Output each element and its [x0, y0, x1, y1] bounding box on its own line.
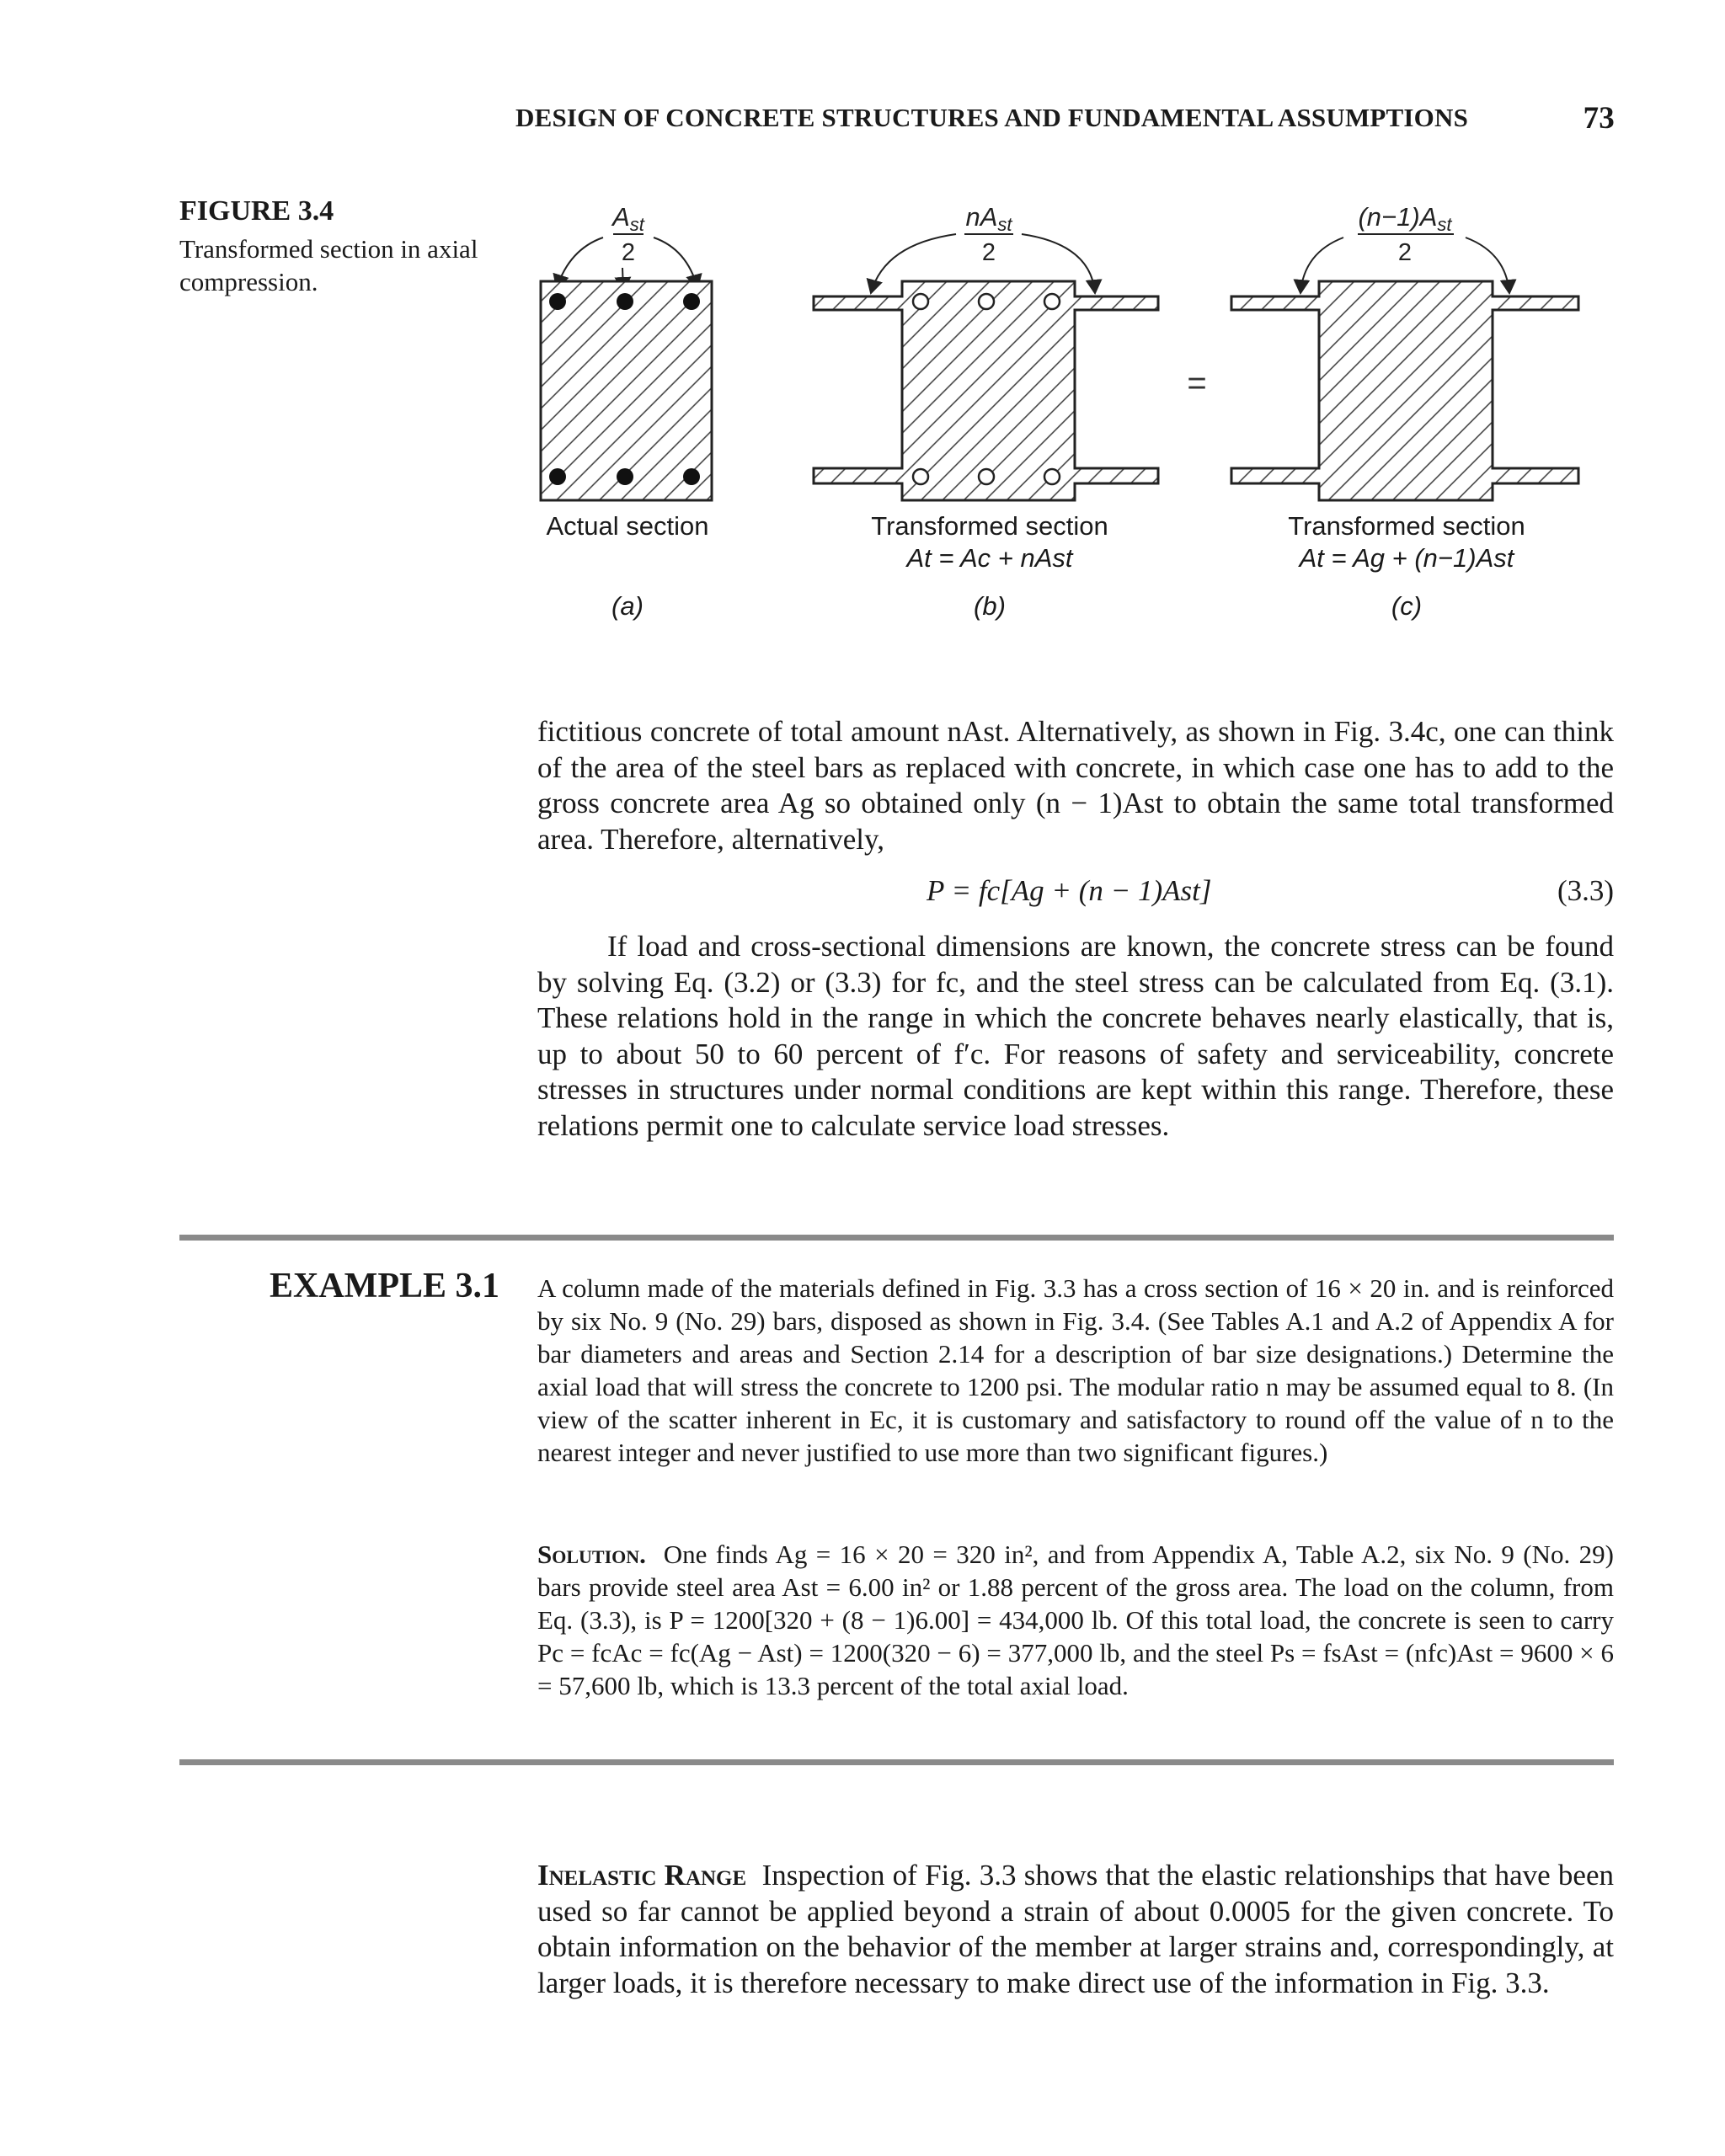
panel-c-caption-line1: Transformed section — [1288, 511, 1525, 541]
svg-text:(n−1)Ast: (n−1)Ast — [1358, 202, 1452, 235]
inelastic-heading: Inelastic Range — [537, 1859, 747, 1892]
rebar-dot — [549, 468, 566, 485]
inelastic-range-section — [537, 1858, 1614, 2001]
panel-a-tag: (a) — [611, 591, 644, 621]
rebar-hole — [1044, 469, 1060, 484]
panel-b-tag: (b) — [974, 591, 1006, 621]
figure-caption: Transformed section in axial compression. — [179, 234, 478, 296]
equation-3-3 — [537, 874, 1614, 911]
example-bottom-rule — [179, 1759, 1614, 1765]
svg-text:2: 2 — [621, 239, 636, 266]
rebar-dot — [617, 293, 633, 310]
paragraph-1: fictitious concrete of total amount nAst. Alternatively, as shown in Fig. 3.4c, one can think of the area of the steel bars as replaced with concrete, in which case one has to add to the gross concrete area Ag so obtained only (n − 1)Ast to obtain the same total transformed area. Therefore, alternatively, — [537, 715, 1614, 856]
example-top-rule — [179, 1235, 1614, 1241]
panel-a-ast-label: A — [612, 202, 630, 232]
inelastic-text: Inspection of Fig. 3.3 shows that the elastic relationships that have been used so far cannot be applied beyond a strain of about 0.0005 for the given concrete. To obtain information on the behavior of the member at larger strains and, correspondingly, at larger loads, it is therefore necessary to make direct use of the information in Fig. 3.3. — [537, 1859, 1614, 1999]
example-statement-block — [537, 1272, 1614, 1469]
rebar-dot — [617, 468, 633, 485]
panel-c-formula: At = Ag + (n−1)Ast — [1299, 543, 1514, 573]
panel-b-formula: At = Ac + nAst — [906, 543, 1073, 573]
panel-c-caption — [1251, 510, 1562, 574]
rebar-hole — [1044, 294, 1060, 309]
svg-text:2: 2 — [981, 239, 996, 266]
rebar-dot — [549, 293, 566, 310]
rebar-hole — [913, 469, 928, 484]
page-number: 73 — [1583, 101, 1615, 136]
solution-text: One finds Ag = 16 × 20 = 320 in², and from Appendix A, Table A.2, six No. 9 (No. 29) bars provide steel area Ast = 6.00 in² or 1.88 percent of the gross area. The load on the column, from Eq. (3.3), is P = 1200[320 + (8 − 1)6.00] = 434,000 lb. Of this total load, the concrete is seen to carry Pc = fcAc = fc(Ag − Ast) = 1200(320 − 6) = 377,000 lb, and the steel Ps = fsAst = (nfc)Ast = 9600 × 6 = 57,600 lb, which is 13.3 percent of the total axial load. — [537, 1540, 1614, 1700]
rebar-dot — [683, 468, 700, 485]
running-title: DESIGN OF CONCRETE STRUCTURES AND FUNDAMENTAL ASSUMPTIONS — [515, 103, 1469, 132]
example-solution-block — [537, 1538, 1614, 1702]
running-header — [515, 101, 1615, 136]
paragraph-service-stress — [537, 929, 1614, 1144]
panel-b-drawing — [814, 202, 1158, 500]
rebar-hole — [979, 469, 994, 484]
panel-a-drawing — [541, 202, 712, 500]
svg-text:2: 2 — [1397, 239, 1413, 266]
example-label: EXAMPLE 3.1 — [270, 1267, 499, 1305]
panel-a-caption-line1: Actual section — [546, 511, 709, 541]
paragraph-transformed-area — [537, 714, 1614, 857]
example-statement: A column made of the materials defined in Fig. 3.3 has a cross section of 16 × 20 in. and is reinforced by six No. 9 (No. 29) bars, disposed as shown in Fig. 3.4. (See Tables A.1 and A.2 of Appendix A for bar diameters and areas and Section 2.14 for a description of bar size designations.) Determine the axial load that will stress the concrete to 1200 psi. The modular ratio n may be assumed equal to 8. (In view of the scatter inherent in Ec, it is customary and satisfactory to round off the value of n to the nearest integer and never justified to use more than two significant figures.) — [537, 1273, 1614, 1467]
panel-c-tag: (c) — [1391, 591, 1423, 621]
svg-text:nAst: nAst — [965, 202, 1012, 235]
panel-c-drawing — [1231, 202, 1578, 500]
solution-heading: Solution. — [537, 1540, 646, 1569]
rebar-dot — [683, 293, 700, 310]
panel-b-caption-line1: Transformed section — [871, 511, 1108, 541]
equals-sign: = — [1187, 365, 1207, 402]
equation-text: P = fc[Ag + (n − 1)Ast] — [927, 874, 1212, 907]
equation-number: (3.3) — [1557, 874, 1614, 907]
rebar-hole — [913, 294, 928, 309]
figure-label: FIGURE 3.4 — [179, 195, 334, 227]
svg-text:Ast: Ast — [612, 202, 644, 235]
panel-a-caption — [531, 510, 724, 542]
rebar-hole — [979, 294, 994, 309]
paragraph-2: If load and cross-sectional dimensions are known, the concrete stress can be found by solving Eq. (3.2) or (3.3) for fc, and the steel stress can be calculated from Eq. (3.1). These relations hold in the range in which the concrete behaves nearly elastically, that is, up to about 50 to 60 percent of f′c. For reasons of safety and serviceability, concrete stresses in structures under normal conditions are kept within this range. Therefore, these relations permit one to calculate service load stresses. — [537, 930, 1614, 1142]
panel-b-caption — [834, 510, 1146, 574]
